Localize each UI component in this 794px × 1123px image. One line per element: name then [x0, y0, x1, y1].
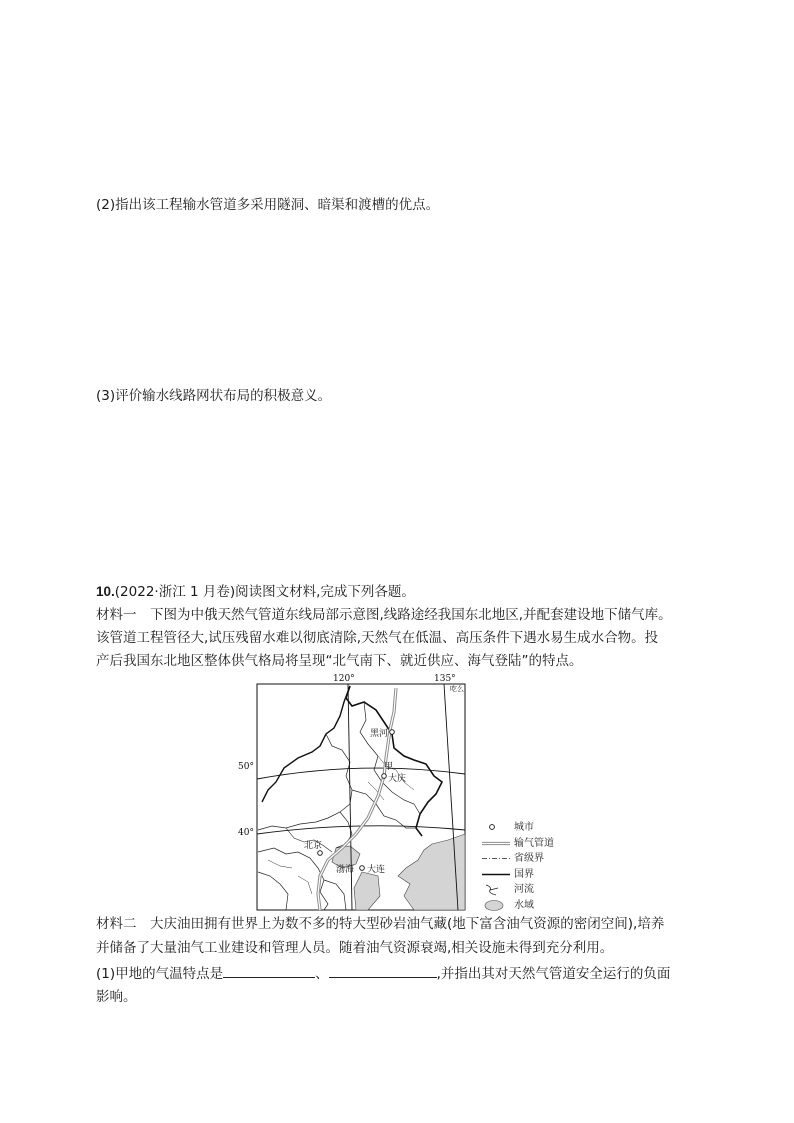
east-sea-bay: [354, 872, 380, 910]
answer-blank-2[interactable]: [329, 963, 437, 978]
legend-label: 国界: [514, 868, 534, 880]
water-area-icon: [482, 898, 512, 913]
legend-item-provincial: [482, 851, 592, 867]
longitude-120: [348, 684, 352, 910]
city-heihe-label: 黑河: [370, 729, 389, 739]
city-dalian-dot: [360, 866, 365, 871]
river-3: [268, 860, 292, 868]
latitude-50: [257, 768, 465, 779]
lon-label-135: 135°: [434, 674, 456, 684]
material-2-line-2: 并储备了大量油气工业建设和管理人员。随着油气资源衰竭,相关设施未得到充分利用。: [96, 940, 614, 956]
lat-label-40: 40°: [238, 828, 254, 838]
material-1-line-1: 材料一 下图为中俄天然气管道东线局部示意图,线路途经我国东北地区,并配套建设地下储气库。: [96, 607, 672, 623]
legend-label: 水域: [514, 899, 534, 911]
question-source: (2022·浙江 1 月卷)阅读图文材料,完成下列各题。: [114, 584, 415, 600]
city-dalian-label: 大连: [367, 865, 386, 875]
legend-item-city: [482, 820, 592, 836]
provincial-boundary-icon: [482, 851, 512, 866]
legend-item-water: [482, 898, 592, 914]
city-dot-icon: [482, 820, 512, 835]
river-4: [298, 876, 312, 894]
answer-blank-1[interactable]: [223, 963, 315, 978]
provincial-boundary-3: [352, 790, 416, 828]
legend-label: 城市: [514, 822, 534, 833]
city-beijing-dot: [318, 851, 323, 856]
city-heihe-dot: [390, 730, 395, 735]
gas-pipeline-icon: [482, 836, 512, 851]
lon-label-120: 120°: [333, 674, 355, 684]
provincial-boundary-1: [258, 734, 352, 830]
legend-item-national: [482, 867, 592, 883]
sea-area: [398, 834, 465, 910]
material-1-line-2: 该管道工程管径大,试压残留水难以彻底清除,天然气在低温、高压条件下遇水易生成水合物。投: [96, 630, 659, 646]
legend-label: 省级界: [514, 853, 544, 864]
provincial-boundary-6: [258, 872, 288, 910]
question-2: (2)指出该工程输水管道多采用隧洞、暗渠和渡槽的优点。: [96, 197, 440, 213]
sub-question-1-suffix: ,并指出其对天然气管道安全运行的负面: [436, 966, 671, 982]
lat-label-50: 50°: [238, 762, 254, 772]
national-boundary-icon: [482, 867, 512, 882]
legend-item-river: [482, 882, 592, 898]
question-number: 10.: [96, 584, 115, 599]
legend-item-pipeline: [482, 836, 592, 852]
blank-separator: 、: [315, 966, 329, 982]
pipeline-map: [228, 672, 478, 912]
legend-label: 河流: [514, 884, 534, 895]
material-2-line-1: 材料二 大庆油田拥有世界上为数不多的特大型砂岩油气藏(地下富含油气资源的密闭空间),培养: [96, 916, 665, 932]
sub-question-1: [96, 963, 670, 984]
national-boundary-west: [262, 686, 350, 802]
question-10-header: [96, 582, 415, 602]
map-legend: [482, 820, 592, 913]
city-beijing-label: 北京: [304, 841, 323, 851]
city-daqing-dot: [382, 774, 387, 779]
material-1-line-3: 产后我国东北地区整体供气格局将呈现“北气南下、就近供应、海气登陆”的特点。: [96, 653, 583, 669]
question-3: (3)评价输水线路网状布局的积极意义。: [96, 388, 332, 404]
legend-label: 输气管道: [514, 837, 554, 849]
sub-question-1-continued: 影响。: [96, 989, 137, 1005]
corner-label: 吃么: [450, 685, 464, 693]
sea-bohai-label: 渤海: [336, 865, 355, 875]
river-icon: [482, 882, 512, 897]
point-jia-label: 甲: [384, 762, 394, 772]
map-content: [257, 684, 465, 910]
sub-question-1-prefix: (1)甲地的气温特点是: [96, 966, 224, 982]
city-daqing-label: 大庆: [388, 774, 407, 784]
